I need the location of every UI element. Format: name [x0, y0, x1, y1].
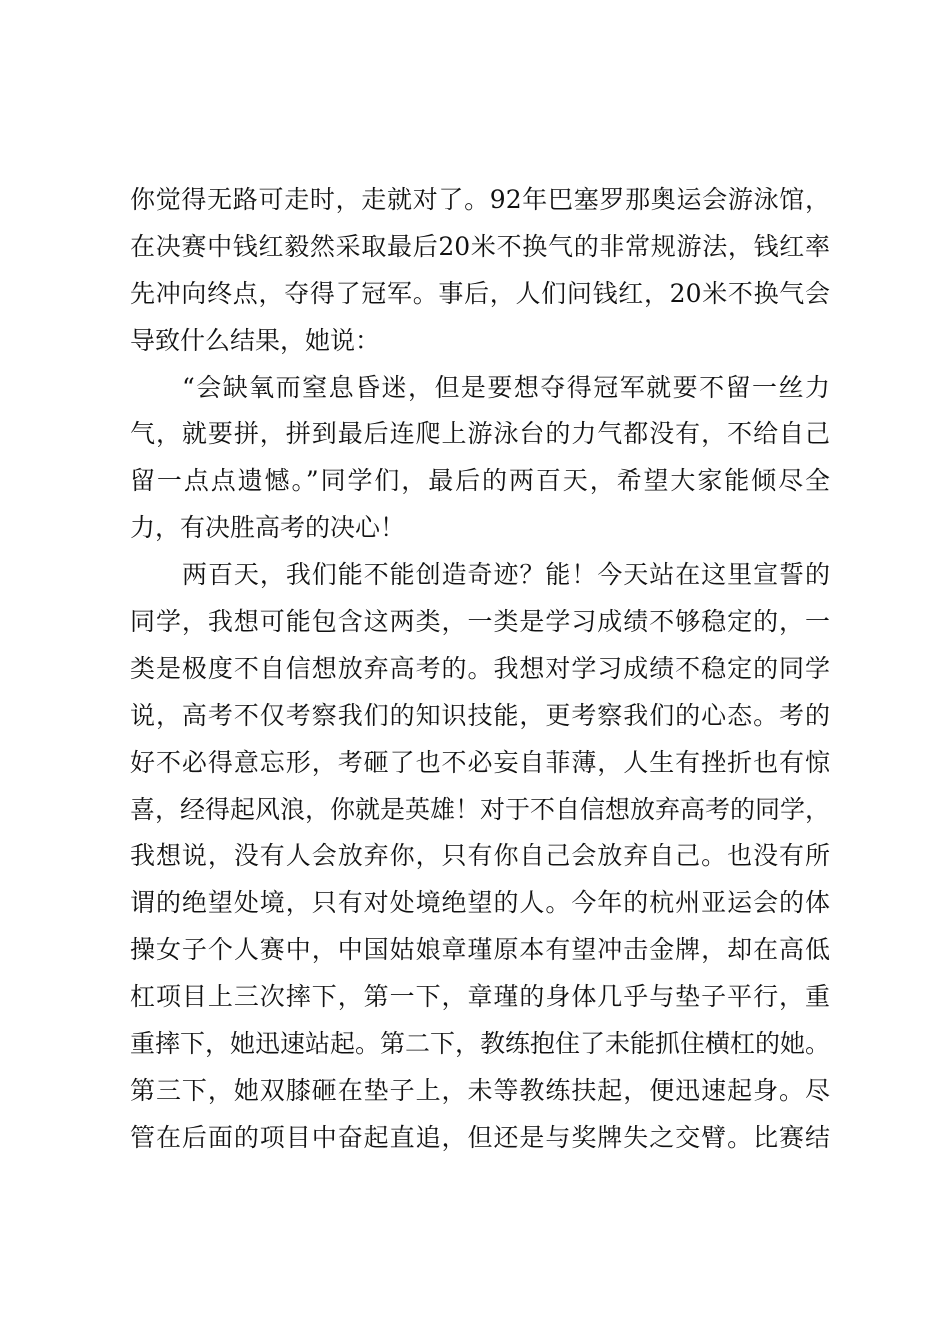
text-line: 力，有决胜高考的决心！ — [130, 513, 406, 543]
text-line: 类是极度不自信想放弃高考的。我想对学习成绩不稳定的同学 — [130, 653, 830, 683]
text-line: 说，高考不仅考察我们的知识技能，更考察我们的心态。考的 — [130, 700, 830, 730]
text-line: 操女子个人赛中，中国姑娘章瑾原本有望冲击金牌，却在高低 — [130, 935, 830, 965]
paragraph-2 — [130, 365, 830, 553]
text-line: 导致什么结果，她说： — [130, 325, 381, 355]
text-line: 谓的绝望处境，只有对处境绝望的人。今年的杭州亚运会的体 — [130, 888, 830, 918]
text-line: 气，就要拼，拼到最后连爬上游泳台的力气都没有，不给自己 — [130, 419, 830, 449]
text-line: 你觉得无路可走时，走就对了。92年巴塞罗那奥运会游泳馆， — [130, 185, 830, 214]
text-line: 管在后面的项目中奋起直追，但还是与奖牌失之交臂。比赛结 — [130, 1122, 830, 1152]
text-line: 我想说，没有人会放弃你，只有你自己会放弃自己。也没有所 — [130, 841, 830, 871]
text-line: “会缺氧而窒息昏迷，但是要想夺得冠军就要不留一丝力 — [182, 372, 830, 402]
text-line: 先冲向终点，夺得了冠军。事后，人们问钱红，20米不换气会 — [130, 278, 830, 308]
text-line: 杠项目上三次摔下，第一下，章瑾的身体几乎与垫子平行，重 — [130, 982, 830, 1012]
paragraph-3 — [130, 552, 830, 1162]
text-line: 第三下，她双膝砸在垫子上，未等教练扶起，便迅速起身。尽 — [130, 1075, 830, 1105]
text-line: 在决赛中钱红毅然采取最后20米不换气的非常规游法，钱红率 — [130, 231, 830, 261]
text-line: 同学，我想可能包含这两类，一类是学习成绩不够稳定的，一 — [130, 607, 830, 637]
text-line: 留一点点遗憾。”同学们，最后的两百天，希望大家能倾尽全 — [130, 466, 830, 496]
text-line: 喜，经得起风浪，你就是英雄！对于不自信想放弃高考的同学， — [130, 794, 831, 824]
document-page — [130, 177, 830, 1162]
text-line: 重摔下，她迅速站起。第二下，教练抱住了未能抓住横杠的她。 — [130, 1029, 831, 1059]
paragraph-1 — [130, 177, 830, 365]
text-line: 好不必得意忘形，考砸了也不必妄自菲薄，人生有挫折也有惊 — [130, 747, 830, 777]
text-line: 两百天，我们能不能创造奇迹？能！今天站在这里宣誓的 — [182, 560, 830, 590]
